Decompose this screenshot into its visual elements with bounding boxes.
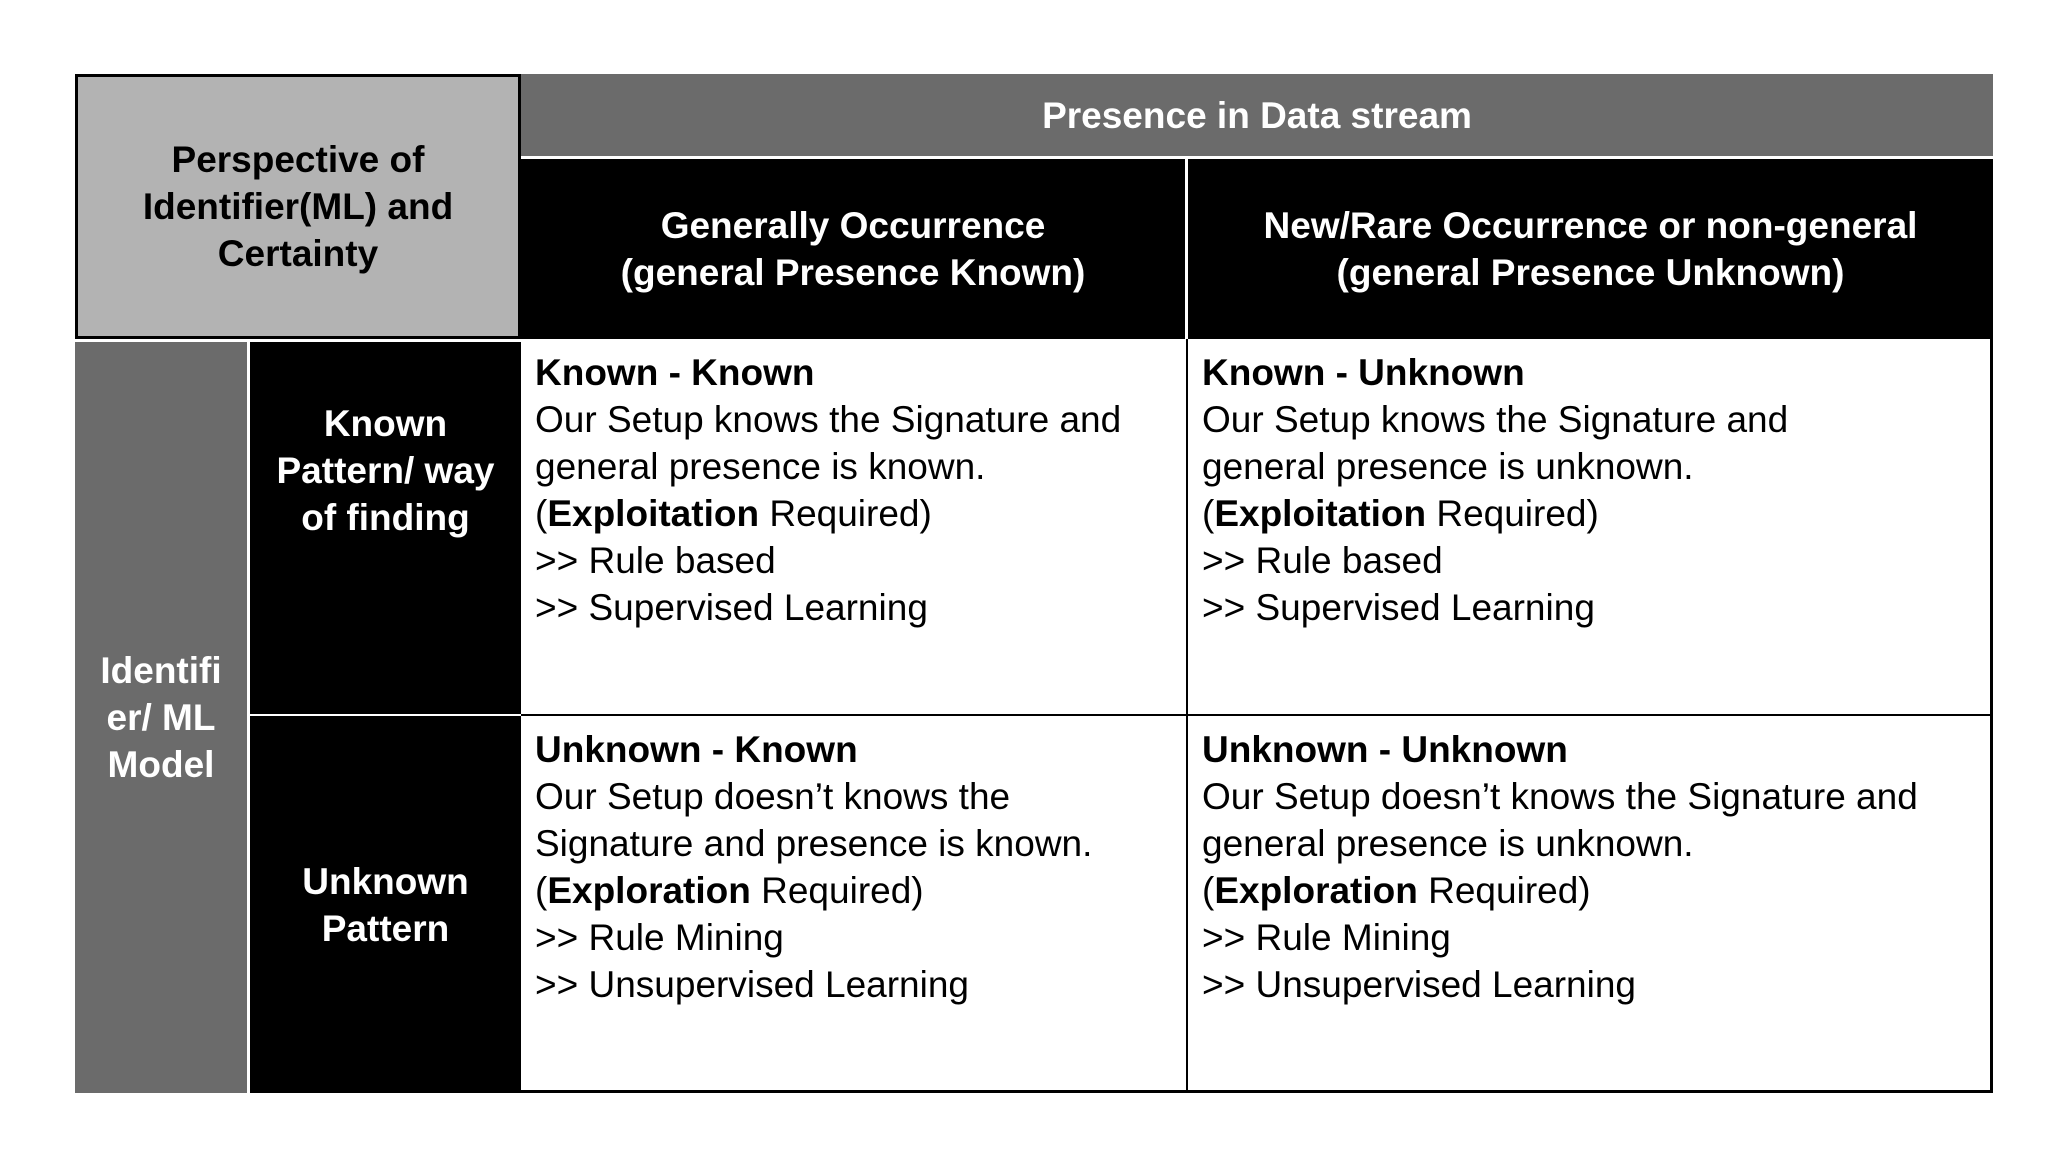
row-header-line: of finding [301, 496, 470, 538]
quadrant-requirement [1202, 867, 1976, 914]
requirement-keyword: Exploration [1214, 870, 1418, 911]
requirement-keyword: Exploitation [547, 493, 760, 534]
quadrant-item: >> Rule Mining [1202, 917, 1451, 958]
quadrant-item: >> Rule Mining [535, 917, 784, 958]
perspective-line: Certainty [217, 233, 379, 274]
requirement-open: ( [1202, 870, 1215, 911]
quadrant-item: >> Rule based [1202, 540, 1443, 581]
perspective-line: Identifier(ML) and [142, 186, 454, 227]
quadrant-known-unknown [1188, 339, 1993, 716]
quadrant-requirement [535, 490, 1172, 537]
requirement-rest: Required) [1417, 870, 1591, 911]
quadrant-description: general presence is unknown. [1202, 823, 1694, 864]
column-header-unknown [1188, 159, 1993, 339]
column-header-line: New/Rare Occurrence or non-general [1263, 205, 1918, 246]
column-header-line: (general Presence Known) [620, 252, 1086, 293]
quadrant-title: Unknown - Known [535, 729, 858, 770]
row-header-line: Pattern/ way [276, 449, 495, 491]
row-header-line: Unknown [302, 860, 469, 902]
quadrant-requirement [535, 867, 1172, 914]
quadrant-item: >> Unsupervised Learning [1202, 964, 1637, 1005]
quadrant-requirement [1202, 490, 1976, 537]
quadrant-title: Known - Known [535, 352, 815, 393]
quadrant-unknown-unknown [1188, 716, 1993, 1093]
column-header-line: Generally Occurrence [660, 205, 1046, 246]
identifier-header [75, 339, 250, 1093]
requirement-open: ( [535, 870, 548, 911]
column-header-line: (general Presence Unknown) [1336, 252, 1845, 293]
quadrant-description: Signature and presence is known. [535, 823, 1093, 864]
requirement-open: ( [1202, 493, 1215, 534]
row-header-line: Known [323, 402, 448, 444]
presence-title: Presence in Data stream [1042, 94, 1472, 136]
column-header-known [521, 159, 1188, 339]
quadrant-description: Our Setup doesn’t knows the [535, 776, 1011, 817]
quadrant-description: general presence is unknown. [1202, 446, 1694, 487]
identifier-line: Model [107, 744, 215, 785]
requirement-rest: Required) [759, 493, 932, 534]
quadrant-item: >> Supervised Learning [535, 587, 928, 628]
requirement-keyword: Exploitation [1214, 493, 1427, 534]
quadrant-item: >> Unsupervised Learning [535, 964, 970, 1005]
identifier-line: er/ ML [106, 697, 216, 738]
quadrant-item: >> Rule based [535, 540, 776, 581]
quadrant-description: Our Setup knows the Signature and [535, 399, 1122, 440]
quadrant-description: Our Setup doesn’t knows the Signature and [1202, 776, 1918, 817]
quadrant-description: Our Setup knows the Signature and [1202, 399, 1789, 440]
perspective-line: Perspective of [171, 139, 425, 180]
requirement-open: ( [535, 493, 548, 534]
identifier-line: Identifi [100, 650, 222, 691]
requirement-keyword: Exploration [547, 870, 751, 911]
row-header-line: Pattern [321, 907, 450, 949]
row-header-unknown-pattern [250, 716, 521, 1093]
quadrant-known-known [521, 339, 1188, 716]
perspective-header [75, 74, 521, 339]
quadrant-description: general presence is known. [535, 446, 986, 487]
row-header-known-pattern [250, 339, 521, 716]
quadrant-item: >> Supervised Learning [1202, 587, 1595, 628]
matrix-table [75, 74, 1993, 1093]
quadrant-title: Known - Unknown [1202, 352, 1525, 393]
requirement-rest: Required) [1426, 493, 1599, 534]
quadrant-unknown-known [521, 716, 1188, 1093]
presence-header [521, 74, 1993, 159]
requirement-rest: Required) [750, 870, 924, 911]
quadrant-title: Unknown - Unknown [1202, 729, 1568, 770]
